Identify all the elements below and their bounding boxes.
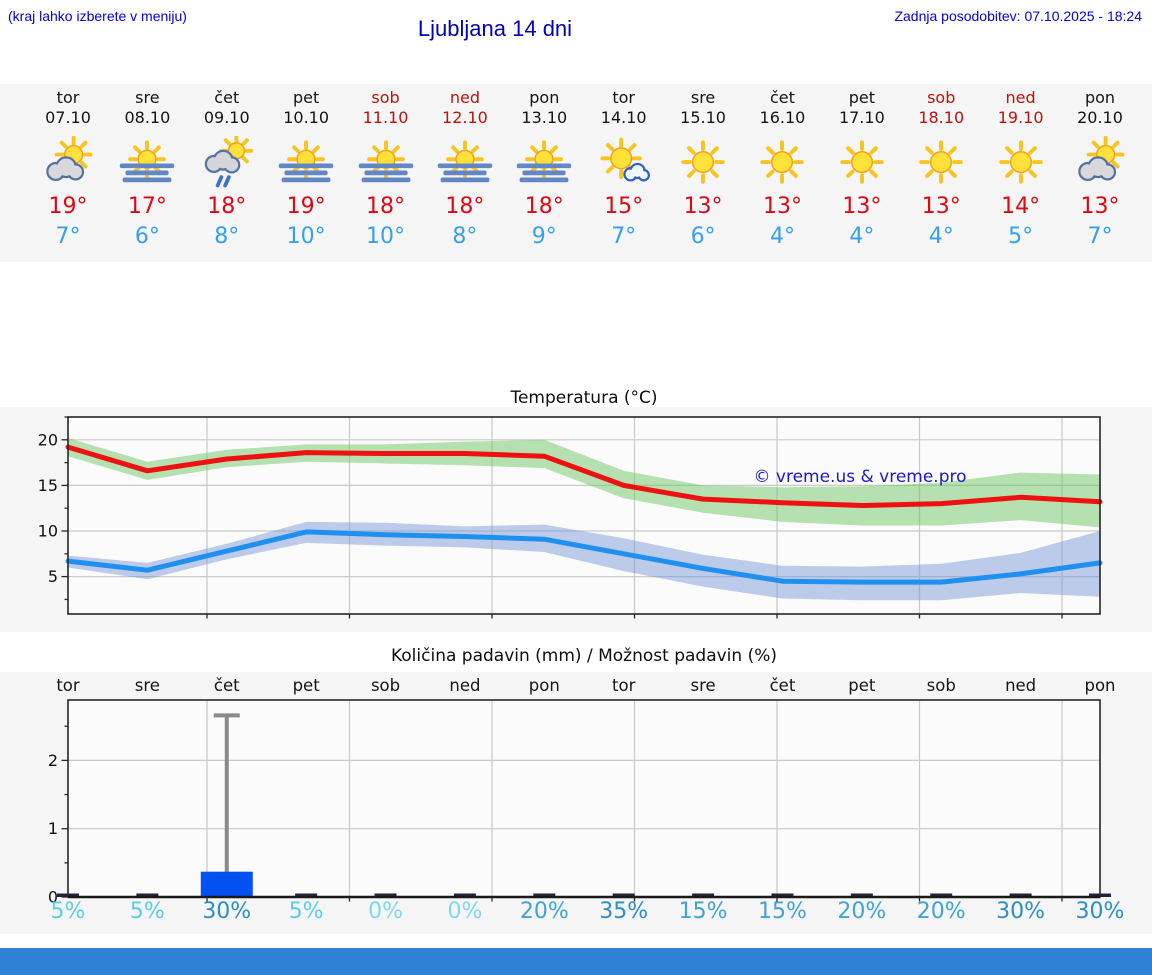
forecast-day <box>1060 84 1140 262</box>
day-name: sre <box>690 88 716 107</box>
weather-icon <box>356 136 416 190</box>
low-temp: 8° <box>452 224 478 249</box>
low-temp: 4° <box>928 224 954 249</box>
low-temp: 6° <box>690 224 716 249</box>
precip-day-label: pon <box>1084 676 1116 695</box>
weather-icon <box>276 136 336 190</box>
high-temp: 18° <box>524 194 564 219</box>
precip-probability: 0% <box>447 899 483 924</box>
low-temp: 7° <box>611 224 637 249</box>
weather-icon <box>117 136 177 190</box>
forecast-day <box>187 84 267 262</box>
weather-icon <box>911 136 971 190</box>
day-date: 20.10 <box>1077 108 1123 127</box>
day-date: 08.10 <box>124 108 171 127</box>
day-name: čet <box>214 88 240 107</box>
low-temp: 7° <box>55 224 81 249</box>
forecast-day <box>266 84 346 262</box>
weather-icon <box>197 136 257 190</box>
precip-probability: 5% <box>129 899 165 924</box>
weather-icon <box>38 136 98 190</box>
precip-probability: 15% <box>758 899 807 924</box>
day-date: 09.10 <box>203 108 250 127</box>
day-date: 13.10 <box>521 108 568 127</box>
day-date: 19.10 <box>997 108 1044 127</box>
high-temp: 13° <box>762 194 802 219</box>
precip-probability: 5% <box>50 899 86 924</box>
day-date: 15.10 <box>680 108 726 127</box>
day-name: ned <box>449 88 480 107</box>
high-temp: 18° <box>207 194 247 219</box>
forecast-day <box>822 84 902 262</box>
forecast-day <box>346 84 426 262</box>
high-temp: 14° <box>1001 194 1041 219</box>
low-temp: 4° <box>769 224 795 249</box>
day-date: 18.10 <box>918 108 965 127</box>
high-temp: 13° <box>921 194 961 219</box>
y-tick-label: 15 <box>37 475 58 495</box>
forecast-day <box>663 84 743 262</box>
day-date: 17.10 <box>838 108 885 127</box>
precip-day-label: pet <box>292 676 320 695</box>
precip-chart-title: Količina padavin (mm) / Možnost padavin (%) <box>390 646 777 666</box>
precipitation-chart <box>0 697 1152 903</box>
high-temp: 15° <box>604 194 644 219</box>
low-temp: 7° <box>1087 224 1113 249</box>
sunny-icon <box>991 136 1051 190</box>
sun-small-cloud-icon <box>594 136 654 190</box>
low-temp: 5° <box>1008 224 1034 249</box>
day-date: 12.10 <box>442 108 488 127</box>
day-name: čet <box>769 88 795 107</box>
sunny-icon <box>911 136 971 190</box>
high-temp: 13° <box>842 194 882 219</box>
fog-sun-icon <box>276 136 336 190</box>
precip-probability: 20% <box>519 899 569 924</box>
low-temp: 6° <box>134 224 160 249</box>
weather-icon <box>991 136 1051 190</box>
precip-probability: 5% <box>288 899 324 924</box>
high-temp: 19° <box>286 194 326 219</box>
low-temp: 4° <box>849 224 875 249</box>
day-date: 10.10 <box>283 108 330 127</box>
weather-icon <box>832 136 892 190</box>
footer-bar <box>0 948 1152 975</box>
sunny-icon <box>673 136 733 190</box>
sunny-icon <box>752 136 812 190</box>
day-name: sob <box>371 88 400 107</box>
fog-sun-icon <box>356 136 416 190</box>
temperature-chart <box>0 405 1152 633</box>
day-name: tor <box>56 88 80 107</box>
day-date: 07.10 <box>45 108 91 127</box>
day-name: pon <box>529 88 560 107</box>
weather-icon <box>673 136 733 190</box>
y-tick-label: 5 <box>47 567 58 587</box>
precip-probability: 15% <box>678 899 728 924</box>
last-update: Zadnja posodobitev: 07.10.2025 - 18:24 <box>894 8 1142 24</box>
day-name: sob <box>927 88 956 107</box>
forecast-day <box>901 84 981 262</box>
forecast-day <box>981 84 1061 262</box>
weather-icon <box>435 136 495 190</box>
precip-probability: 30% <box>996 899 1046 924</box>
sunny-icon <box>832 136 892 190</box>
precip-day-label: čet <box>769 676 796 695</box>
fog-sun-icon <box>514 136 574 190</box>
precip-probability: 20% <box>837 899 887 924</box>
precip-day-label: čet <box>213 676 240 695</box>
precip-day-label: tor <box>612 676 636 695</box>
precip-day-label: tor <box>56 676 80 695</box>
precip-probability: 30% <box>202 899 252 924</box>
day-name: tor <box>612 88 635 107</box>
forecast-day <box>584 84 664 262</box>
weather-icon <box>514 136 574 190</box>
y-tick-label: 2 <box>47 750 58 770</box>
high-temp: 19° <box>48 194 88 219</box>
day-name: pon <box>1084 88 1116 107</box>
forecast-day <box>28 84 108 262</box>
precip-probability: 30% <box>1075 899 1125 924</box>
day-name: sre <box>135 88 160 107</box>
weather-icon <box>752 136 812 190</box>
page-title: Ljubljana 14 dni <box>417 16 573 41</box>
fog-sun-icon <box>117 136 177 190</box>
day-name: pet <box>848 88 875 107</box>
high-temp: 17° <box>127 194 167 219</box>
precip-day-label: sob <box>370 676 401 695</box>
low-temp: 10° <box>286 224 326 249</box>
y-tick-label: 1 <box>47 819 58 839</box>
forecast-day <box>425 84 505 262</box>
precip-bar <box>201 872 253 897</box>
forecast-day <box>107 84 187 262</box>
temp-chart-title: Temperatura (°C) <box>510 388 658 408</box>
menu-hint: (kraj lahko izberete v meniju) <box>8 8 187 24</box>
precip-day-label: pon <box>528 676 560 695</box>
precip-probability: 20% <box>916 899 966 924</box>
day-date: 11.10 <box>362 108 409 127</box>
high-temp: 13° <box>683 194 723 219</box>
precip-day-label: sob <box>926 676 956 695</box>
forecast-day <box>504 84 584 262</box>
precip-probability: 35% <box>599 899 649 924</box>
high-temp: 13° <box>1080 194 1120 219</box>
high-temp: 18° <box>445 194 485 219</box>
day-date: 16.10 <box>759 108 806 127</box>
day-date: 14.10 <box>600 108 647 127</box>
forecast-day <box>742 84 822 262</box>
weather-icon <box>1070 136 1130 190</box>
plot-area <box>68 700 1100 897</box>
precip-day-label: sre <box>690 676 716 695</box>
sun-cloud-icon <box>1070 136 1130 190</box>
high-temp: 18° <box>366 194 406 219</box>
rain-sun-icon <box>197 136 257 190</box>
precip-day-label: ned <box>449 676 481 695</box>
precip-day-label: sre <box>134 676 160 695</box>
precip-probability: 0% <box>368 899 403 924</box>
low-temp: 8° <box>214 224 240 249</box>
y-tick-label: 0 <box>47 887 58 903</box>
precip-day-label: ned <box>1005 676 1037 695</box>
y-tick-label: 20 <box>37 430 58 450</box>
copyright-link[interactable]: © vreme.us & vreme.pro <box>753 467 967 487</box>
precip-day-label: pet <box>848 676 876 695</box>
day-name: ned <box>1005 88 1036 107</box>
day-name: pet <box>293 88 320 107</box>
low-temp: 9° <box>531 224 557 249</box>
sun-cloud-icon <box>38 136 98 190</box>
low-temp: 10° <box>366 224 406 249</box>
y-tick-label: 10 <box>37 521 58 541</box>
weather-icon <box>594 136 654 190</box>
fog-sun-icon <box>435 136 495 190</box>
